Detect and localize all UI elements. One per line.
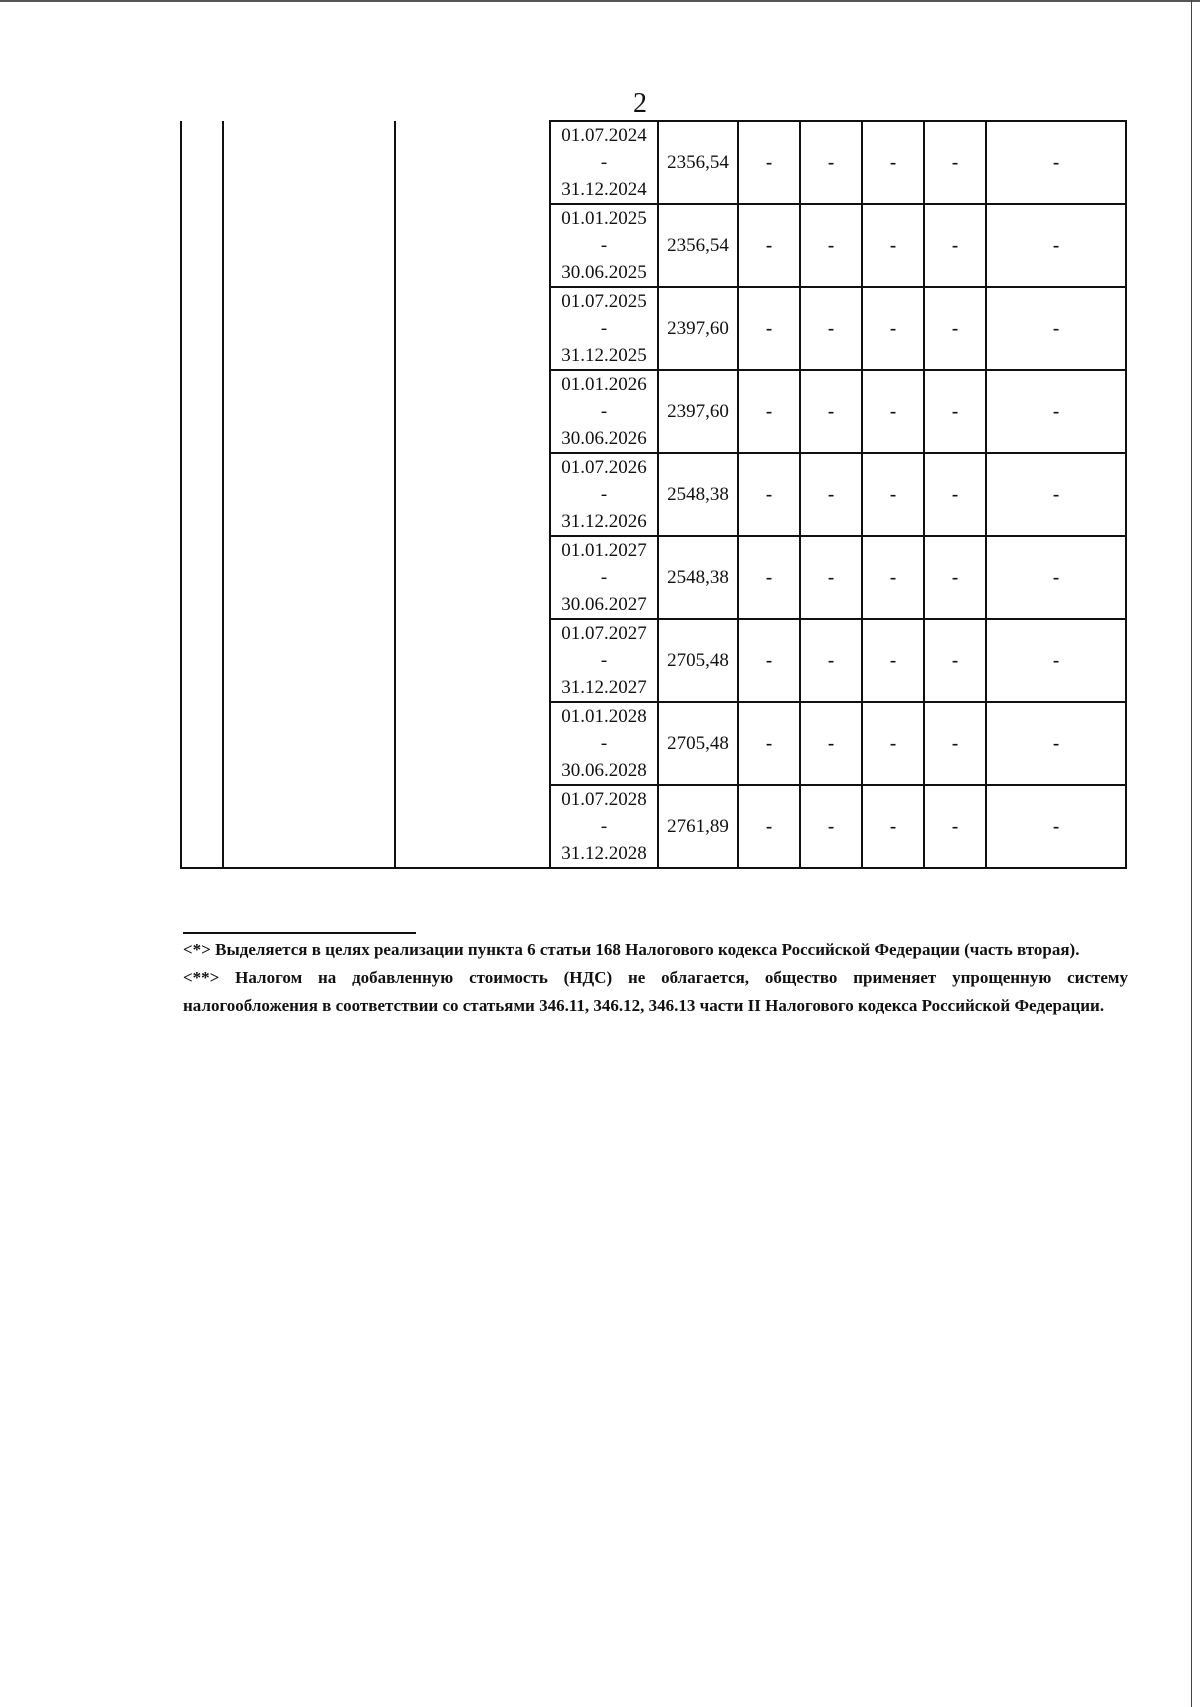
table-row	[181, 121, 1126, 204]
dash-cell: -	[862, 702, 924, 785]
period-separator: -	[600, 401, 608, 422]
dash-cell: -	[924, 702, 986, 785]
period-end: 31.12.2024	[561, 179, 647, 200]
dash-cell: -	[924, 121, 986, 204]
period-end: 30.06.2027	[561, 594, 647, 615]
period-separator: -	[600, 318, 608, 339]
tariff-cell: 2705,48	[658, 702, 738, 785]
dash-cell: -	[862, 453, 924, 536]
period-cell	[550, 785, 658, 868]
scan-edge-top	[0, 0, 1200, 4]
dash-cell: -	[986, 536, 1126, 619]
dash-cell: -	[862, 536, 924, 619]
dash-cell: -	[862, 287, 924, 370]
tariff-cell: 2356,54	[658, 121, 738, 204]
dash-cell: -	[862, 619, 924, 702]
dash-cell: -	[738, 536, 800, 619]
period-cell	[550, 702, 658, 785]
dash-cell: -	[986, 204, 1126, 287]
period-start: 01.01.2026	[561, 374, 647, 395]
dash-cell: -	[986, 785, 1126, 868]
footnotes	[183, 936, 1128, 1020]
period-separator: -	[600, 484, 608, 505]
dash-cell: -	[924, 287, 986, 370]
tariff-cell: 2356,54	[658, 204, 738, 287]
period-cell	[550, 453, 658, 536]
table-body	[181, 121, 1126, 868]
period-end: 31.12.2025	[561, 345, 647, 366]
dash-cell: -	[986, 370, 1126, 453]
dash-cell: -	[738, 702, 800, 785]
period-end: 31.12.2027	[561, 677, 647, 698]
period-start: 01.07.2026	[561, 457, 647, 478]
dash-cell: -	[924, 619, 986, 702]
tariff-cell: 2397,60	[658, 370, 738, 453]
period-separator: -	[600, 567, 608, 588]
dash-cell: -	[738, 204, 800, 287]
dash-cell: -	[986, 619, 1126, 702]
dash-cell: -	[862, 370, 924, 453]
dash-cell: -	[862, 785, 924, 868]
dash-cell: -	[738, 619, 800, 702]
period-start: 01.07.2028	[561, 789, 647, 810]
dash-cell: -	[800, 204, 862, 287]
dash-cell: -	[986, 287, 1126, 370]
period-separator: -	[600, 816, 608, 837]
dash-cell: -	[738, 121, 800, 204]
period-end: 30.06.2025	[561, 262, 647, 283]
dash-cell: -	[986, 702, 1126, 785]
period-separator: -	[600, 650, 608, 671]
dash-cell: -	[800, 121, 862, 204]
table-blank-col-1	[181, 121, 223, 868]
tariff-table	[180, 120, 1127, 869]
dash-cell: -	[738, 785, 800, 868]
dash-cell: -	[924, 204, 986, 287]
dash-cell: -	[924, 536, 986, 619]
tariff-cell: 2548,38	[658, 536, 738, 619]
dash-cell: -	[862, 121, 924, 204]
tariff-cell: 2705,48	[658, 619, 738, 702]
period-separator: -	[600, 235, 608, 256]
tariff-cell: 2548,38	[658, 453, 738, 536]
period-start: 01.01.2027	[561, 540, 647, 561]
period-cell	[550, 619, 658, 702]
dash-cell: -	[924, 370, 986, 453]
tariff-cell: 2397,60	[658, 287, 738, 370]
dash-cell: -	[924, 785, 986, 868]
dash-cell: -	[800, 536, 862, 619]
footnote-vat-exempt: <**> Налогом на добавленную стоимость (НДС) не облагается, общество применяет упрощенную систему налогообложения в соответствии со статьями 346.11, 346.12, 346.13 части II Налогового кодекса Российской Федерации.	[183, 968, 1128, 1015]
period-cell	[550, 370, 658, 453]
table-blank-col-3	[395, 121, 550, 868]
dash-cell: -	[800, 287, 862, 370]
period-end: 31.12.2026	[561, 511, 647, 532]
footnote-vat-allocation: <*> Выделяется в целях реализации пункта 6 статьи 168 Налогового кодекса Российской Федерации (часть вторая).	[183, 940, 1080, 959]
period-cell	[550, 287, 658, 370]
period-end: 31.12.2028	[561, 843, 647, 864]
dash-cell: -	[800, 702, 862, 785]
table-blank-col-2	[223, 121, 395, 868]
period-end: 30.06.2028	[561, 760, 647, 781]
period-start: 01.07.2025	[561, 291, 647, 312]
period-start: 01.07.2024	[561, 125, 647, 146]
period-cell	[550, 121, 658, 204]
dash-cell: -	[800, 453, 862, 536]
period-end: 30.06.2026	[561, 428, 647, 449]
period-start: 01.01.2025	[561, 208, 647, 229]
dash-cell: -	[986, 453, 1126, 536]
dash-cell: -	[738, 287, 800, 370]
tariff-cell: 2761,89	[658, 785, 738, 868]
dash-cell: -	[800, 619, 862, 702]
dash-cell: -	[862, 204, 924, 287]
dash-cell: -	[738, 453, 800, 536]
period-cell	[550, 204, 658, 287]
dash-cell: -	[738, 370, 800, 453]
page-number: 2	[633, 88, 647, 119]
footnote-separator	[183, 932, 416, 934]
period-separator: -	[600, 733, 608, 754]
dash-cell: -	[924, 453, 986, 536]
dash-cell: -	[800, 370, 862, 453]
period-cell	[550, 536, 658, 619]
period-separator: -	[600, 152, 608, 173]
scan-edge-right	[1191, 0, 1192, 1707]
period-start: 01.01.2028	[561, 706, 647, 727]
dash-cell: -	[986, 121, 1126, 204]
period-start: 01.07.2027	[561, 623, 647, 644]
dash-cell: -	[800, 785, 862, 868]
